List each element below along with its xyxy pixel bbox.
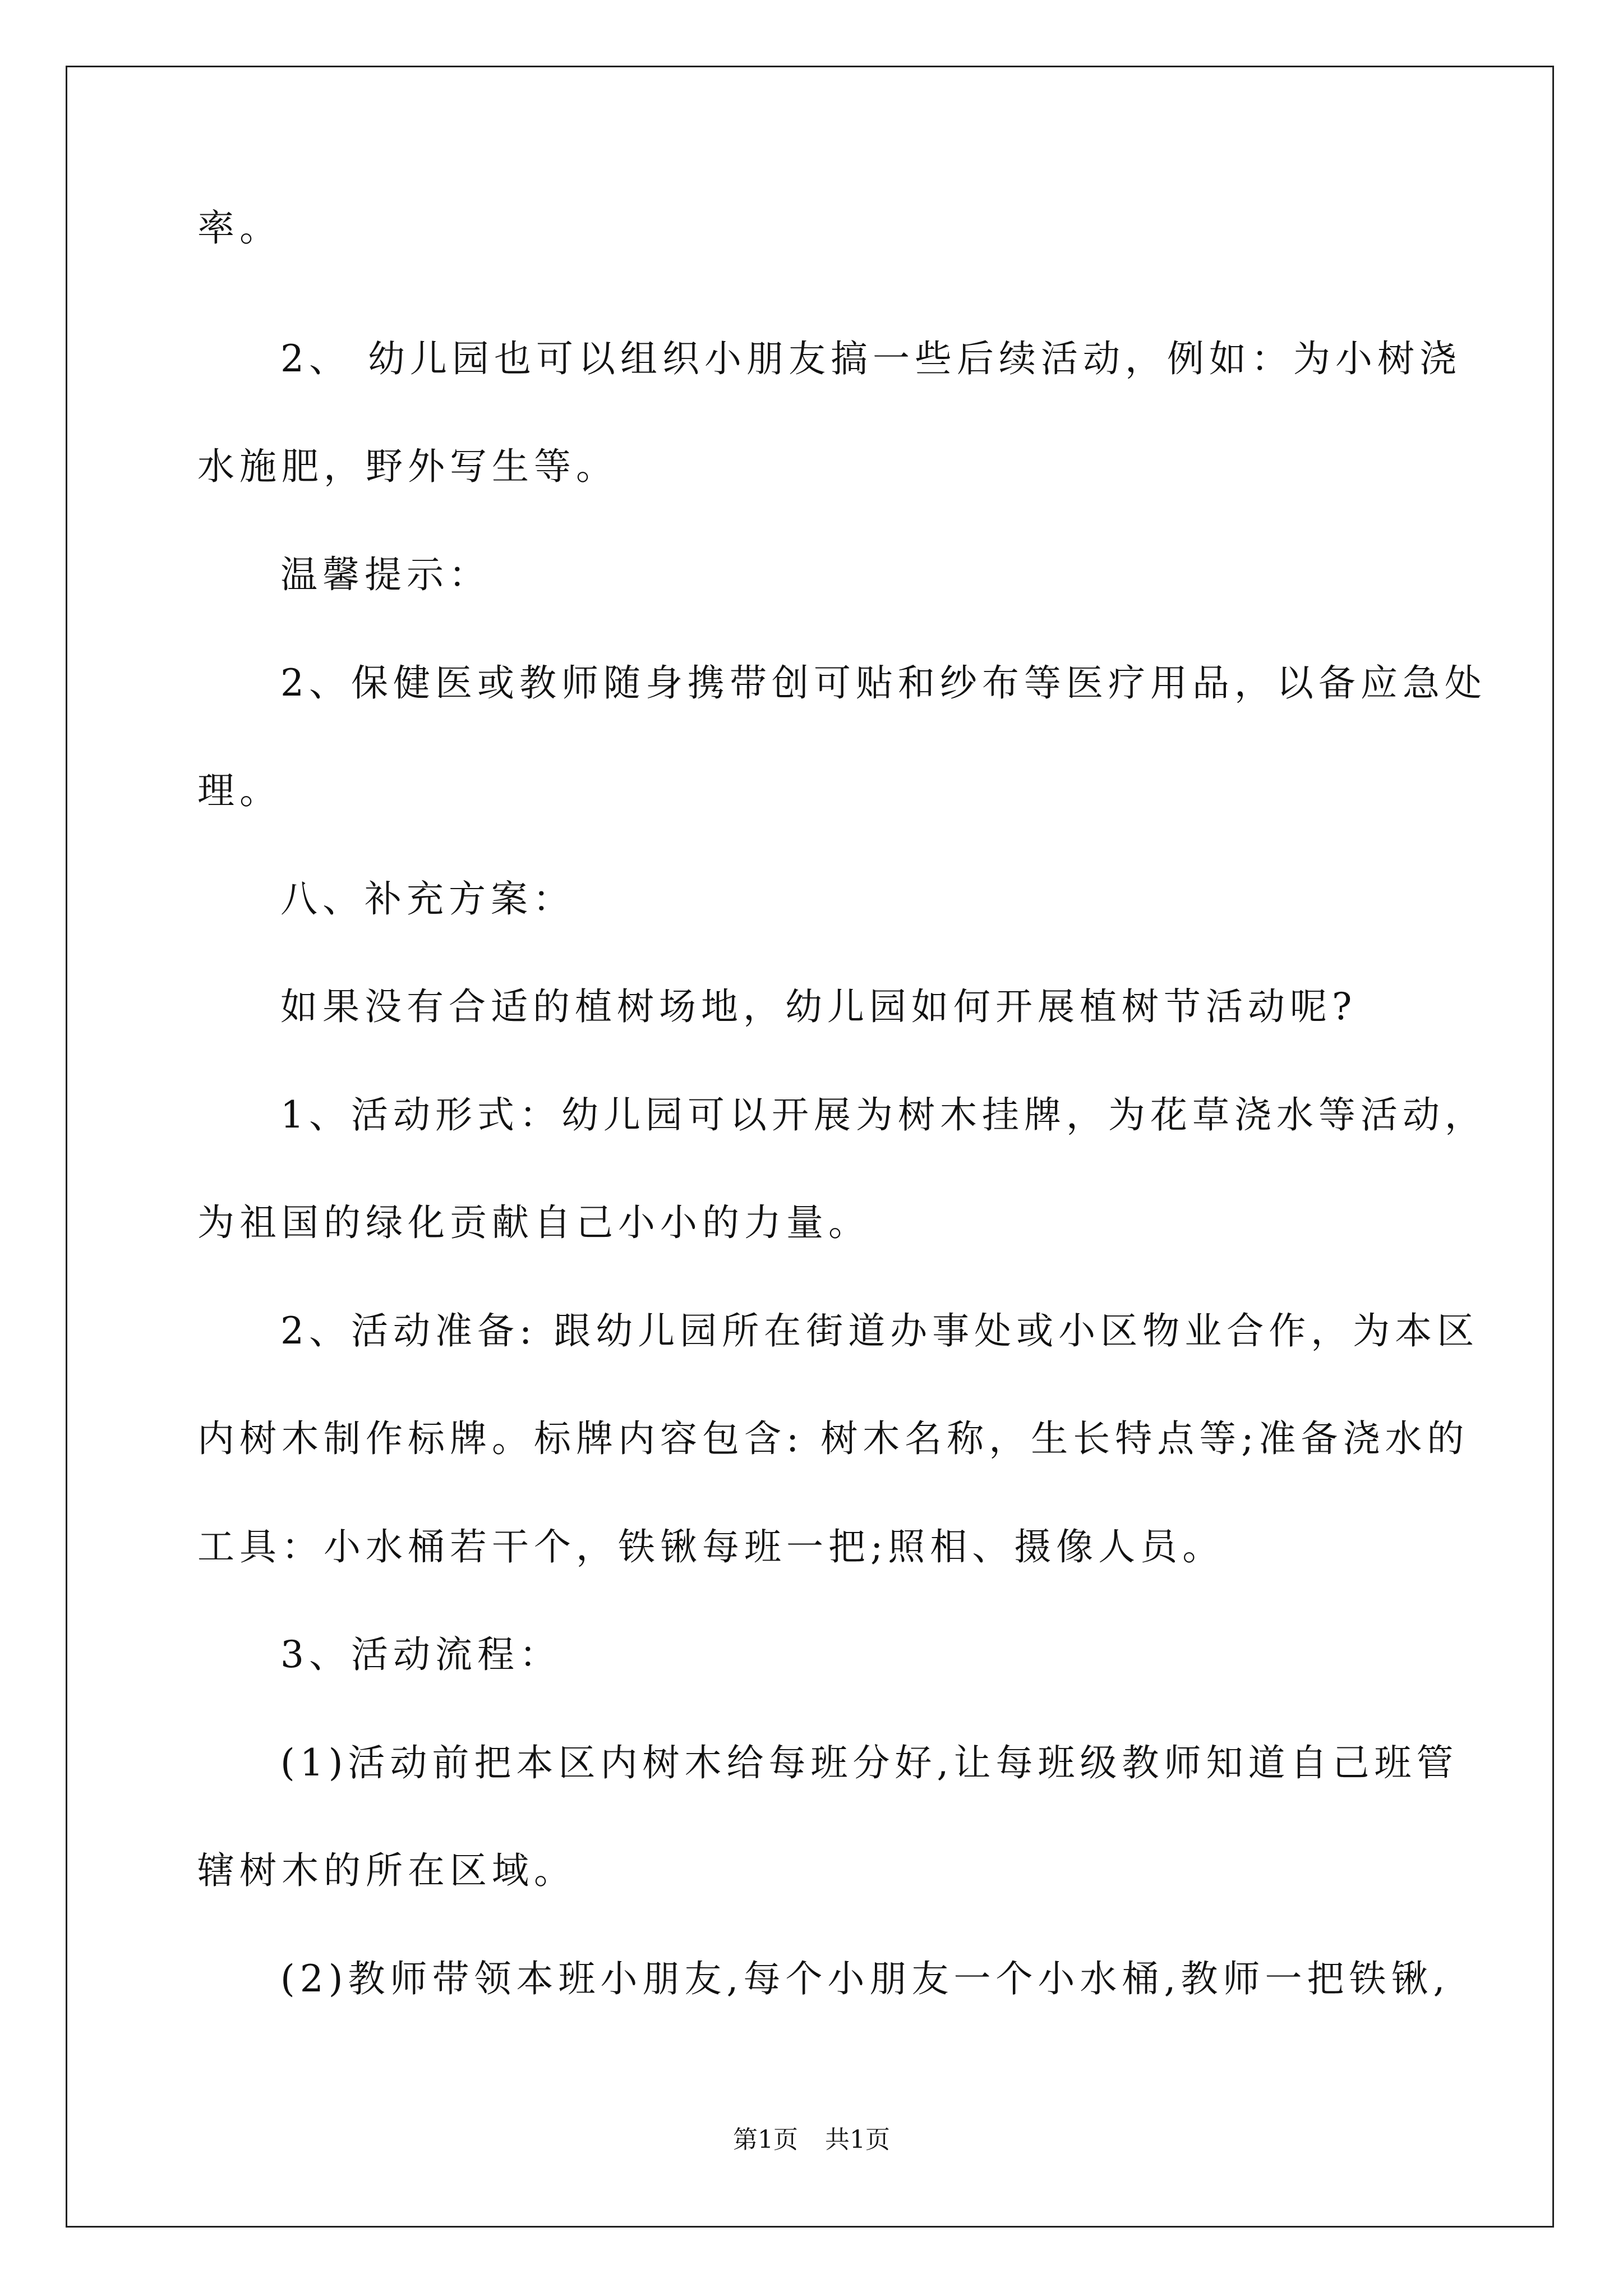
text-line: 3、活动流程： bbox=[280, 1633, 561, 1676]
text-line: 为祖国的绿化贡献自己小小的力量。 bbox=[197, 1201, 870, 1244]
text-line: (1)活动前把本区内树木给每班分好,让每班级教师知道自己班管 bbox=[280, 1741, 1459, 1784]
text-line: 2、保健医或教师随身携带创可贴和纱布等医疗用品，以备应急处 bbox=[280, 661, 1487, 705]
page-number: 第1页 bbox=[733, 2125, 798, 2154]
text-line: 理。 bbox=[197, 769, 282, 812]
page-border bbox=[66, 66, 1554, 2228]
text-line: 如果没有合适的植树场地，幼儿园如何开展植树节活动呢? bbox=[280, 985, 1357, 1028]
text-line: 辖树木的所在区域。 bbox=[197, 1849, 576, 1892]
text-line: 率。 bbox=[197, 206, 282, 250]
text-line: 2、活动准备: 跟幼儿园所在街道办事处或小区物业合作，为本区 bbox=[280, 1309, 1479, 1352]
text-line: 1、活动形式：幼儿园可以开展为树木挂牌，为花草浇水等活动， bbox=[280, 1093, 1487, 1137]
section-heading: 八、补充方案： bbox=[280, 877, 575, 921]
text-line: 温馨提示： bbox=[280, 553, 491, 596]
text-line: (2)教师带领本班小朋友,每个小朋友一个小水桶,教师一把铁锹, bbox=[280, 1957, 1450, 2000]
text-line: 内树木制作标牌。标牌内容包含: 树木名称，生长特点等;准备浇水的 bbox=[197, 1417, 1469, 1460]
page-footer bbox=[0, 2124, 1623, 2156]
text-line: 水施肥，野外写生等。 bbox=[197, 445, 618, 488]
text-line: 工具：小水桶若干个，铁锹每班一把;照相、摄像人员。 bbox=[197, 1525, 1225, 1568]
page-total: 共1页 bbox=[825, 2125, 890, 2154]
text-line: 2、 幼儿园也可以组织小朋友搞一些后续活动，例如：为小树浇 bbox=[280, 337, 1461, 380]
